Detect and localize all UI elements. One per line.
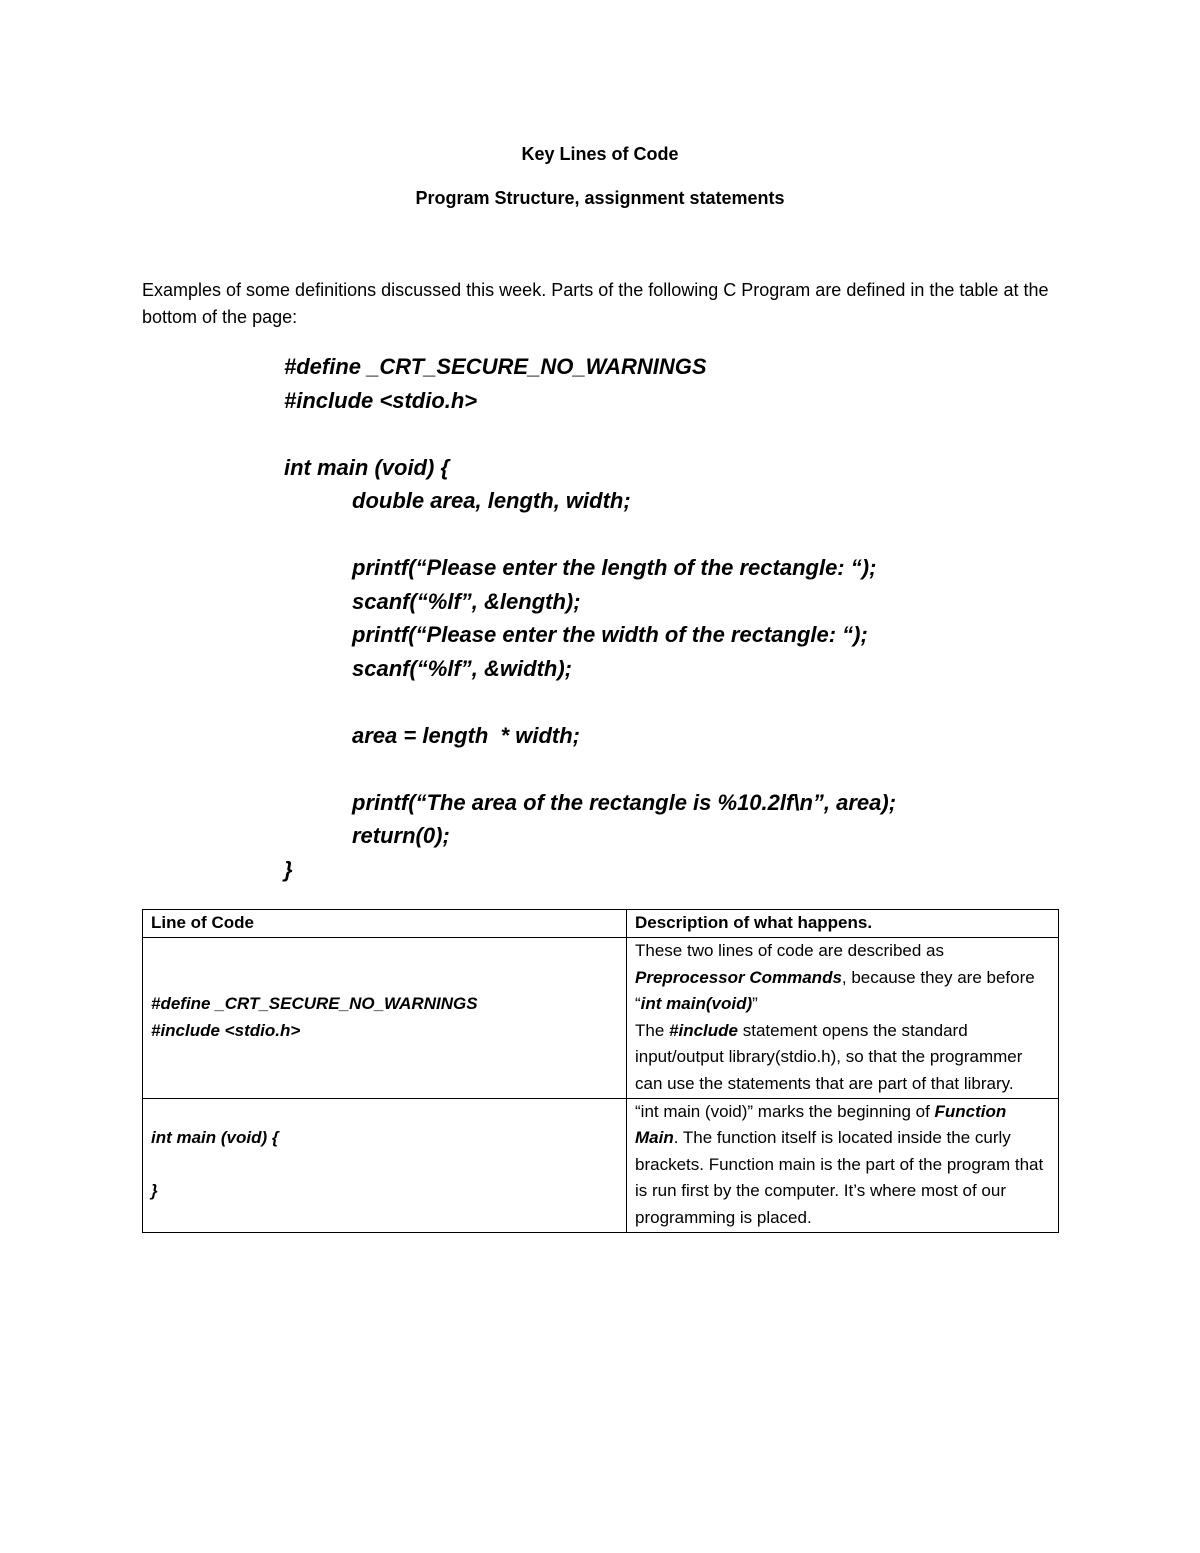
page-title: Key Lines of Code (521, 144, 679, 164)
description-text (635, 1099, 1050, 1232)
description-fragment: statement opens the standard input/output library(stdio.h), so that the programmer can use the statements that are part of that library. (635, 1020, 1023, 1093)
code-cell-line: #define _CRT_SECURE_NO_WARNINGS (151, 994, 478, 1014)
description-fragment: ” (752, 994, 758, 1014)
description-fragment: These two lines of code are described as (635, 941, 945, 960)
description-text (635, 938, 1050, 1018)
code-line-printf-area: printf(“The area of the rectangle is %10.2lf\n”, area); (352, 789, 897, 815)
code-line-declare: double area, length, width; (352, 488, 631, 513)
term-int-main: int main(void) (640, 994, 753, 1014)
description-fragment: . The function itself is located inside the curly brackets. Function main is the part of the program that is run first by the computer. It’s where most of our programming is placed. (635, 1128, 1044, 1227)
code-line-return: return(0); (352, 823, 450, 848)
column-header-line-of-code: Line of Code (143, 910, 627, 938)
code-line-printf-width: printf(“Please enter the width of the rectangle: “); (352, 622, 868, 647)
code-line-printf-length: printf(“Please enter the length of the rectangle: “); (352, 555, 877, 580)
code-blank-line (284, 685, 896, 719)
code-cell-line: #include <stdio.h> (151, 1020, 301, 1040)
table-row (143, 938, 1059, 1099)
column-header-description: Description of what happens. (627, 910, 1059, 938)
term-include: #include (669, 1020, 738, 1040)
code-line-scanf-width: scanf(“%lf”, &width); (352, 655, 572, 681)
code-line-include: #include <stdio.h> (284, 387, 478, 413)
table-row (143, 1098, 1059, 1232)
code-cell (143, 1098, 627, 1232)
description-fragment: “int main (void)” marks the beginning of (635, 1101, 930, 1121)
code-line-define: #define _CRT_SECURE_NO_WARNINGS (284, 354, 707, 379)
table-header-row (143, 910, 1059, 938)
description-cell (627, 1098, 1059, 1232)
code-line-scanf-length: scanf(“%lf”, &length); (352, 588, 581, 614)
definitions-table (142, 909, 1059, 1233)
code-cell (143, 938, 627, 1099)
code-blank-line (284, 518, 896, 552)
code-blank-line (284, 417, 896, 451)
code-cell-blank (151, 1152, 618, 1179)
code-blank-line (284, 752, 896, 786)
code-line-assignment: area = length * width; (352, 722, 580, 748)
code-line-close: } (284, 856, 293, 882)
description-cell (627, 938, 1059, 1099)
term-preprocessor-commands: Preprocessor Commands (635, 967, 842, 987)
page-subtitle: Program Structure, assignment statements (415, 188, 785, 208)
code-cell-line: } (151, 1181, 158, 1201)
term-function-main: Function Main (635, 1101, 1007, 1148)
description-text (635, 1018, 1050, 1098)
description-fragment: The (635, 1020, 670, 1040)
intro-paragraph: Examples of some definitions discussed this week. Parts of the following C Program are defined in the table at the bottom of the page: (142, 280, 1049, 327)
code-cell-line: int main (void) { (151, 1128, 279, 1148)
code-line-main-open: int main (void) { (284, 454, 449, 480)
code-listing (284, 350, 896, 886)
description-fragment: , because they are before “ (635, 967, 1035, 1014)
